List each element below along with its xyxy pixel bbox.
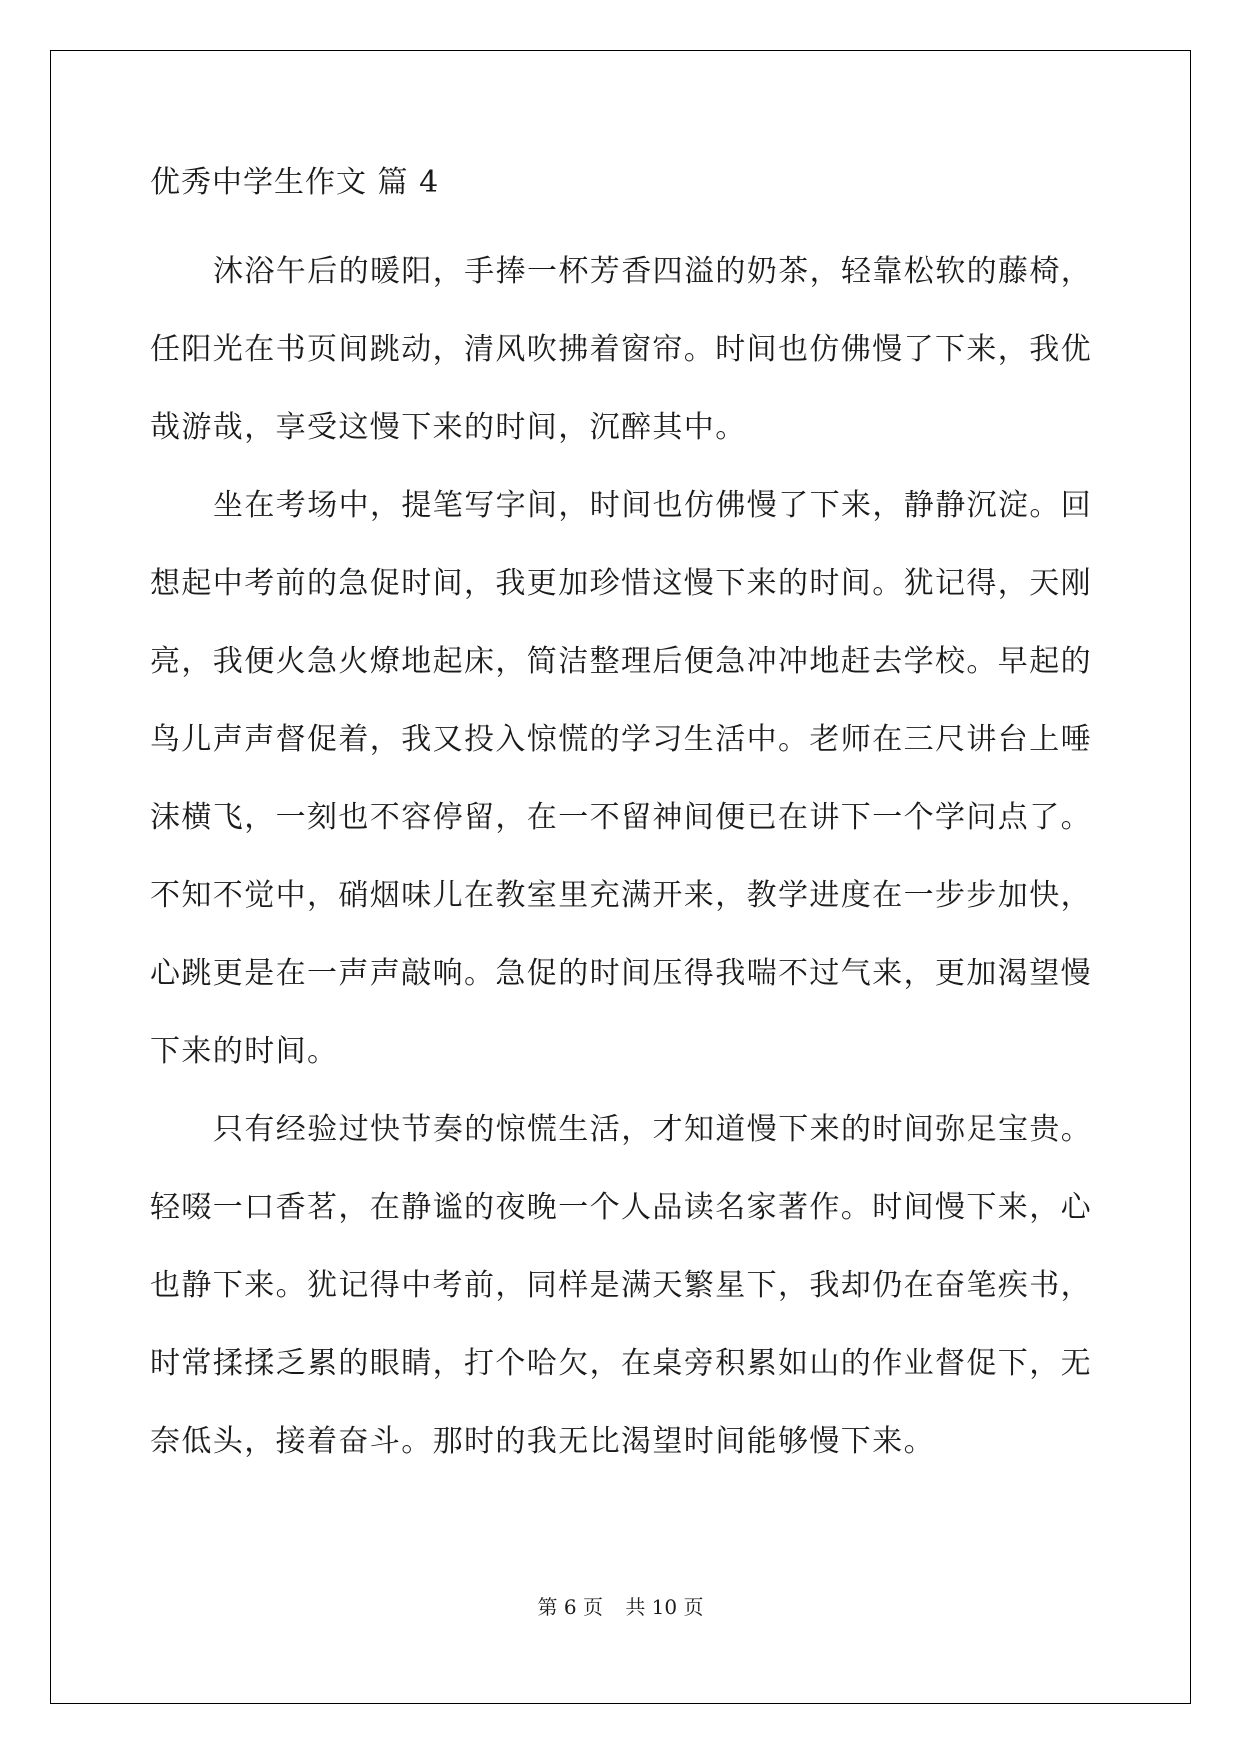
text-line: 坐在考场中，提笔写字间，时间也仿佛慢了下来，静静沉淀。回 (213, 488, 1093, 523)
paragraph-2 (150, 467, 1091, 1091)
page-footer (0, 1593, 1241, 1621)
paragraph-1 (150, 233, 1091, 467)
text-line: 想起中考前的急促时间，我更加珍惜这慢下来的时间。犹记得，天刚 (150, 566, 1092, 601)
text-line: 任阳光在书页间跳动，清风吹拂着窗帘。时间也仿佛慢了下来，我优 (150, 332, 1092, 367)
text-line: 亮，我便火急火燎地起床，简洁整理后便急冲冲地赶去学校。早起的 (150, 644, 1092, 679)
text-line: 沐浴午后的暖阳，手捧一杯芳香四溢的奶茶，轻靠松软的藤椅， (213, 254, 1093, 289)
text-line: 哉游哉，享受这慢下来的时间，沉醉其中。 (150, 410, 747, 445)
text-line: 不知不觉中，硝烟味儿在教室里充满开来，教学进度在一步步加快， (150, 878, 1092, 913)
text-line: 只有经验过快节奏的惊慌生活，才知道慢下来的时间弥足宝贵。 (213, 1112, 1093, 1147)
text-line: 时常揉揉乏累的眼睛，打个哈欠，在桌旁积累如山的作业督促下，无 (150, 1346, 1092, 1381)
paragraph-3 (150, 1091, 1091, 1481)
text-line: 沫横飞，一刻也不容停留，在一不留神间便已在讲下一个学问点了。 (150, 800, 1092, 835)
text-line: 奈低头，接着奋斗。那时的我无比渴望时间能够慢下来。 (150, 1424, 935, 1459)
text-line: 鸟儿声声督促着，我又投入惊慌的学习生活中。老师在三尺讲台上唾 (150, 722, 1092, 757)
text-line: 也静下来。犹记得中考前，同样是满天繁星下，我却仍在奋笔疾书， (150, 1268, 1092, 1303)
document-body (150, 163, 1091, 1481)
document-title: 优秀中学生作文 篇 4 (150, 165, 440, 200)
page-total: 共 10 页 (625, 1595, 704, 1619)
text-line: 轻啜一口香茗，在静谧的夜晚一个人品读名家著作。时间慢下来，心 (150, 1190, 1092, 1225)
page-number: 第 6 页 (537, 1595, 603, 1619)
text-line: 心跳更是在一声声敲响。急促的时间压得我喘不过气来，更加渴望慢 (150, 956, 1092, 991)
text-line: 下来的时间。 (150, 1034, 339, 1069)
